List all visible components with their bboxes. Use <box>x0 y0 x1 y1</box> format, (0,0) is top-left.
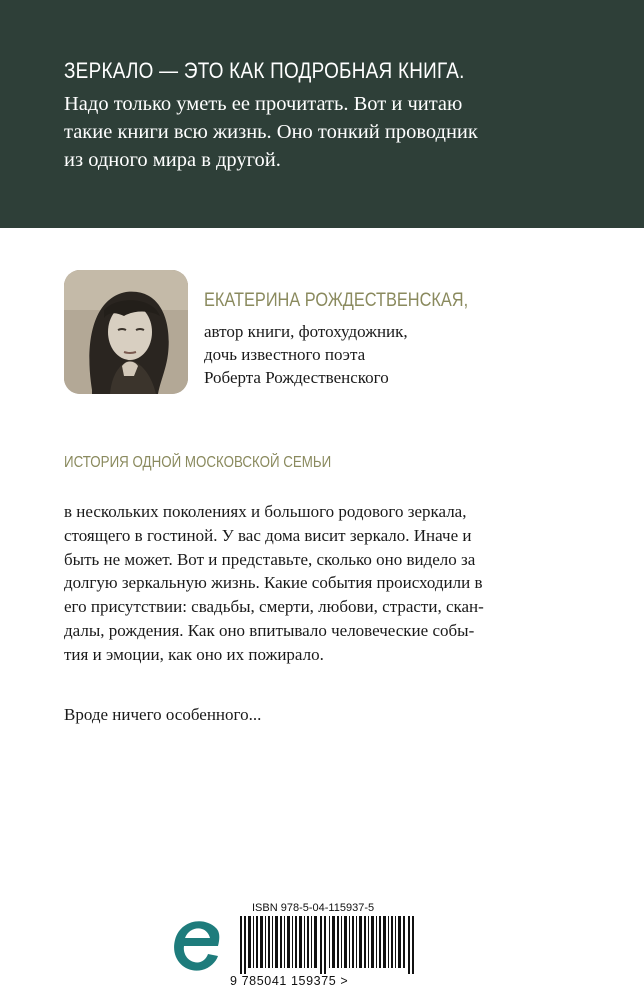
description-text <box>64 500 584 667</box>
author-portrait-icon <box>64 270 188 394</box>
publisher-logo-icon <box>170 918 222 974</box>
description-line: стоящего в гостиной. У вас дома висит зеркало. Иначе и <box>64 525 472 545</box>
quote-line: Надо только уметь ее прочитать. Вот и читаю <box>64 93 463 115</box>
author-bio <box>204 320 408 389</box>
description-line: долгую зеркальную жизнь. Какие события происходили в <box>64 573 483 593</box>
section-heading: ИСТОРИЯ ОДНОЙ МОСКОВСКОЙ СЕМЬИ <box>64 454 332 471</box>
description-line: быть не может. Вот и представьте, сколько оно видело за <box>64 549 476 569</box>
isbn-label: ISBN 978-5-04-115937-5 <box>252 902 375 914</box>
author-name: ЕКАТЕРИНА РОЖДЕСТВЕНСКАЯ, <box>204 290 469 311</box>
author-bio-line: Роберта Рождественского <box>204 368 389 387</box>
quote-heading: ЗЕРКАЛО — ЭТО КАК ПОДРОБНАЯ КНИГА. <box>64 58 465 83</box>
description-line: его присутствии: свадьбы, смерти, любови, страсти, скан- <box>64 597 484 617</box>
author-bio-line: автор книги, фотохудожник, <box>204 322 408 341</box>
author-photo <box>64 270 188 394</box>
description-ending: Вроде ничего особенного... <box>64 705 262 724</box>
barcode-digits: 9 785041 159375 > <box>230 974 349 988</box>
quote-line: такие книги всю жизнь. Оно тонкий проводник <box>64 121 478 143</box>
description-line: тия и эмоции, как оно их пожирало. <box>64 644 324 664</box>
quote-text <box>64 90 604 174</box>
description-line: в нескольких поколениях и большого родового зеркала, <box>64 502 467 521</box>
author-bio-line: дочь известного поэта <box>204 345 366 364</box>
description-line: далы, рождения. Как оно впитывало человеческие собы- <box>64 620 475 640</box>
quote-line: из одного мира в другой. <box>64 149 281 171</box>
barcode-icon <box>238 916 418 974</box>
